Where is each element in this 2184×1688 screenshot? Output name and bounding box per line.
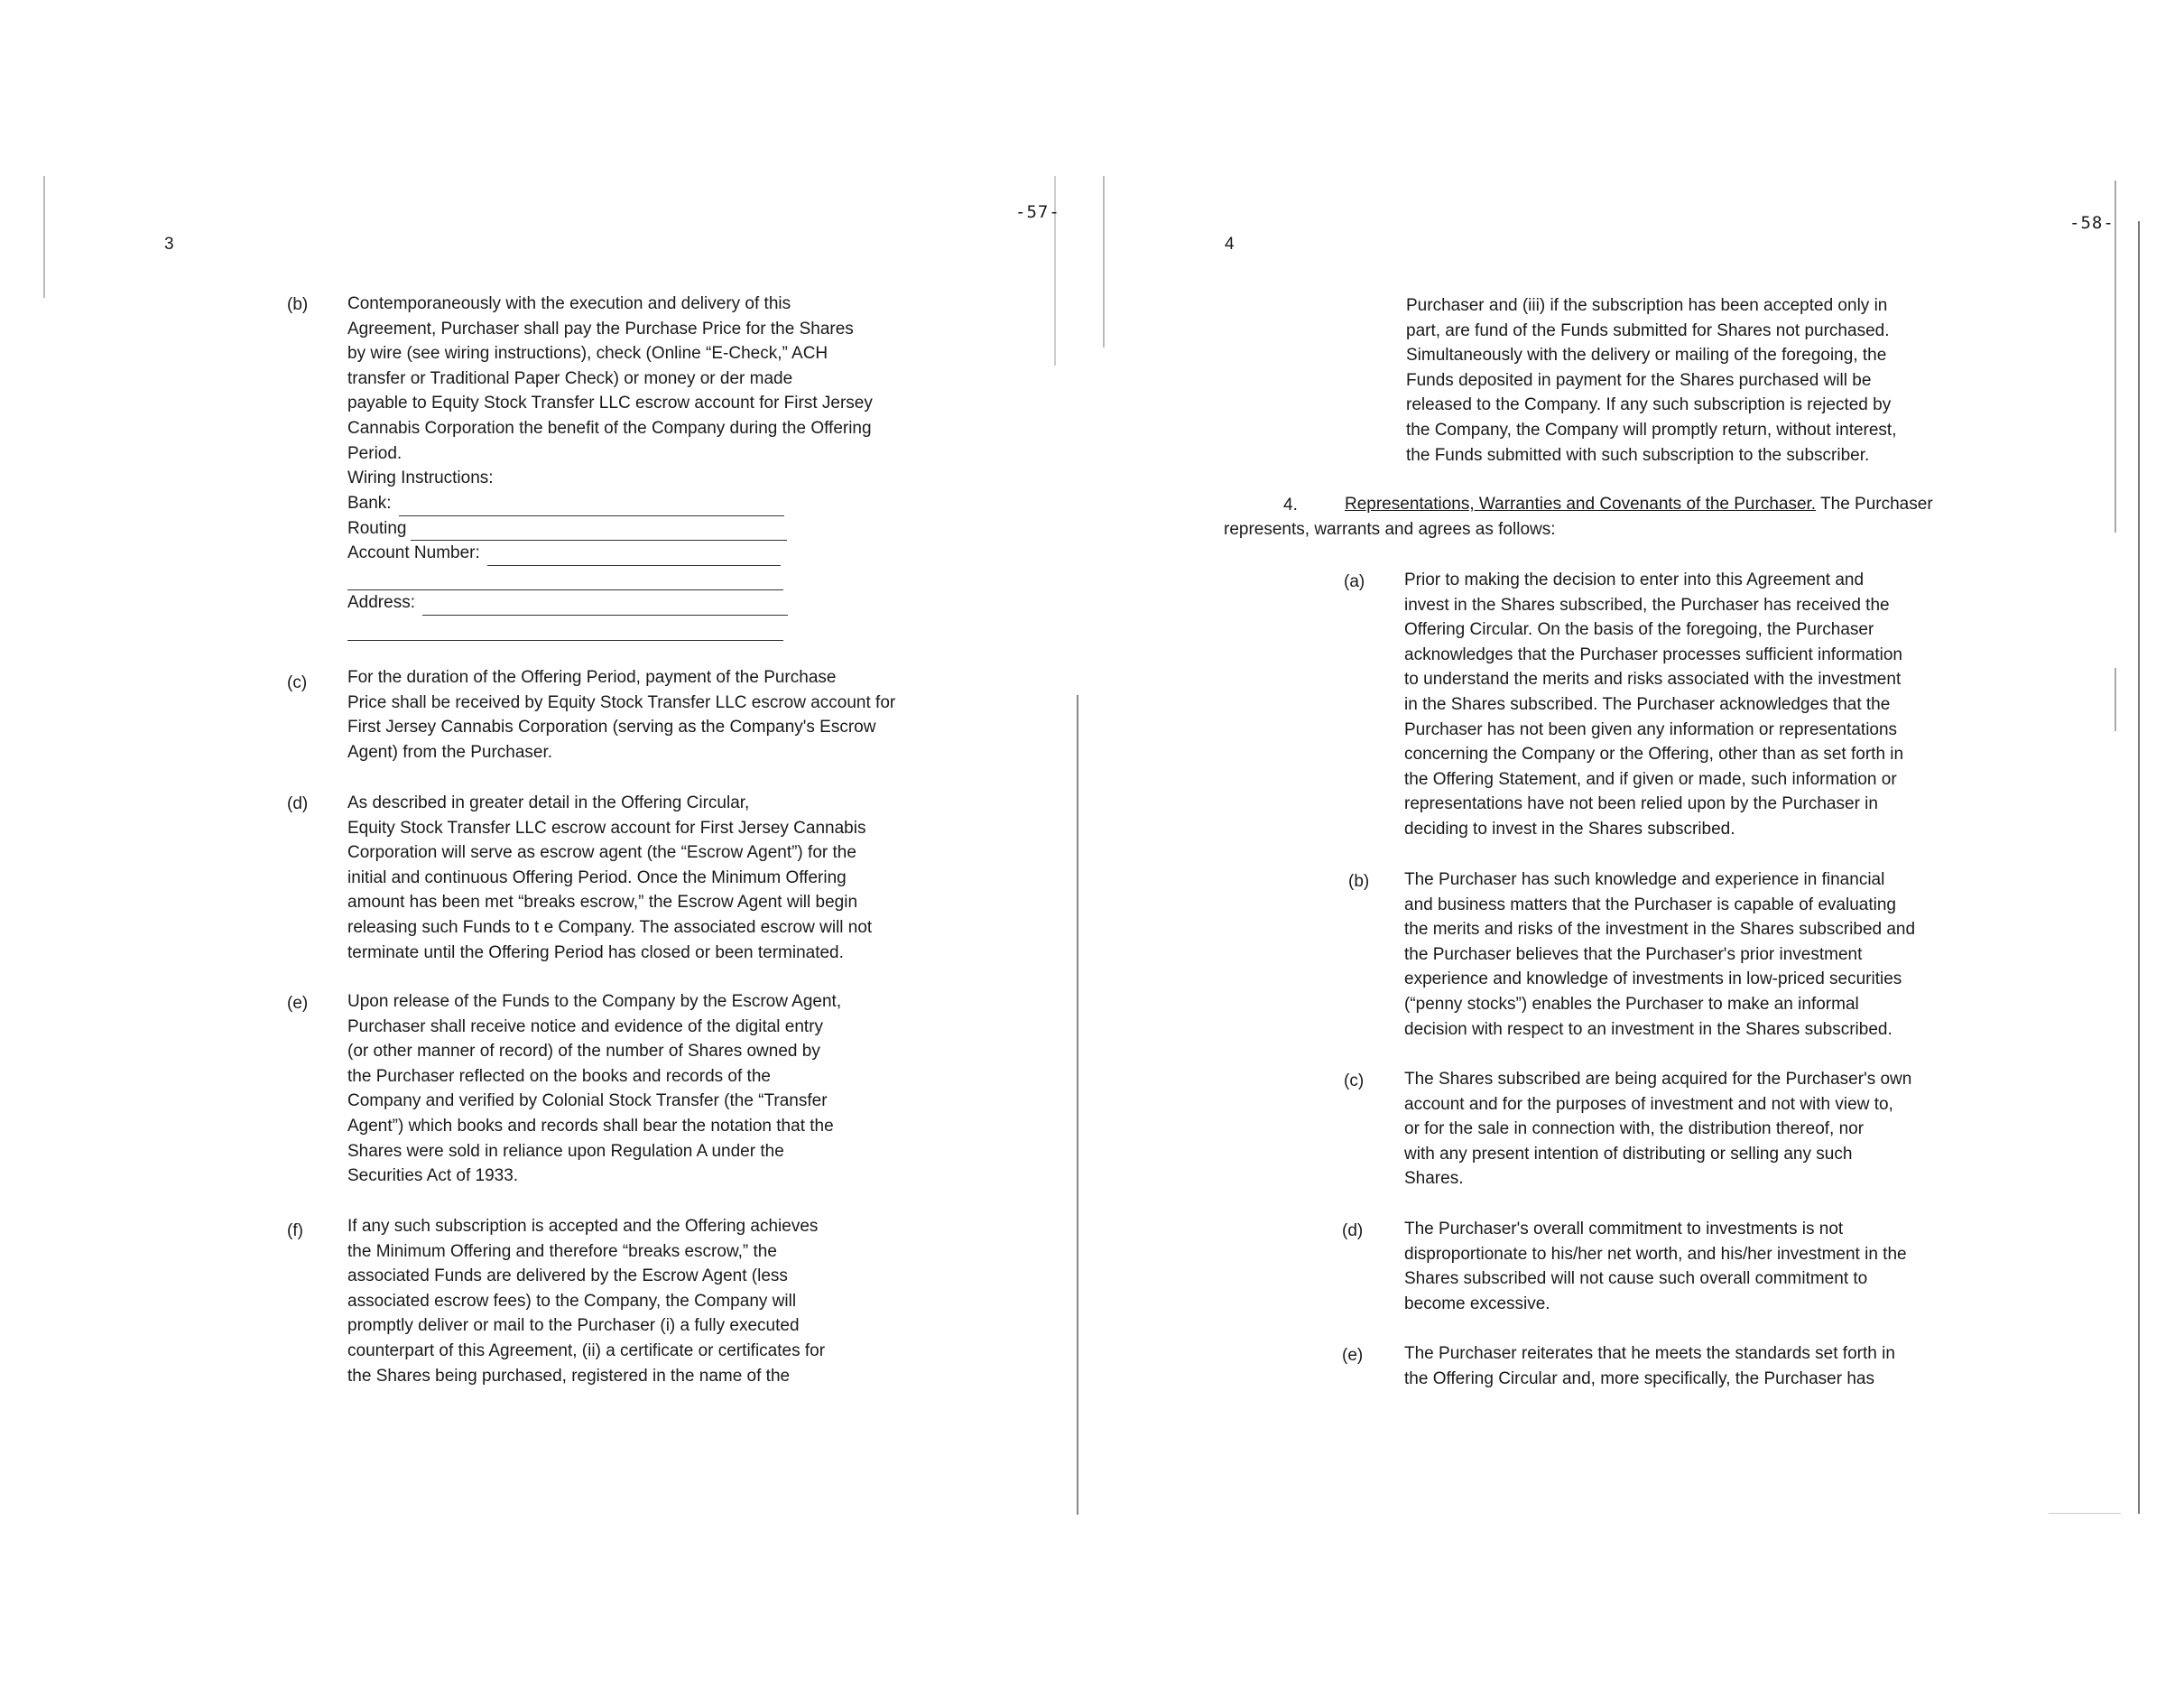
text-line: Company and verified by Colonial Stock Transfer (the “Transfer: [347, 1091, 828, 1111]
line-number: 3: [164, 235, 174, 254]
text-line: Shares subscribed will not cause such overall commitment to: [1404, 1269, 1868, 1289]
text-line: in the Shares subscribed. The Purchaser acknowledges that the: [1404, 694, 1891, 714]
text-line: Cannabis Corporation the benefit of the Company during the Offering: [347, 418, 872, 438]
text-line: Shares were sold in reliance upon Regulation A under the: [347, 1141, 784, 1161]
text-line: Upon release of the Funds to the Company by the Escrow Agent,: [347, 992, 842, 1011]
text-line: Securities Act of 1933.: [347, 1166, 519, 1186]
text-line: Simultaneously with the delivery or mailing of the foregoing, the: [1406, 346, 1887, 366]
routing-label: Routing: [347, 518, 407, 538]
account-number-field[interactable]: [347, 541, 788, 566]
text-line: Corporation will serve as escrow agent (the “Escrow Agent”) for the: [347, 843, 856, 863]
text-line: releasing such Funds to t e Company. The associated escrow will not: [347, 917, 873, 937]
text-line: payable to Equity Stock Transfer LLC escrow account for First Jersey: [347, 394, 873, 413]
text-line: terminate until the Offering Period has closed or been terminated.: [347, 942, 844, 962]
text-line: counterpart of this Agreement, (ii) a certificate or certificates for: [347, 1340, 826, 1360]
text-line: Agent) from the Purchaser.: [347, 742, 553, 762]
text-line: invest in the Shares subscribed, the Purchaser has received the: [1404, 595, 1890, 615]
bank-blank-line[interactable]: [399, 501, 784, 516]
text-line: the Funds submitted with such subscription to the subscriber.: [1406, 445, 1870, 465]
paragraph-4c: [1404, 1067, 1911, 1192]
text-line: Price shall be received by Equity Stock Transfer LLC escrow account for: [347, 692, 896, 712]
text-line: Equity Stock Transfer LLC escrow account for First Jersey Cannabis: [347, 818, 866, 838]
paragraph-4e: [1404, 1341, 1895, 1391]
page-edge-line: [2138, 221, 2140, 1514]
text-line: deciding to invest in the Shares subscribed.: [1404, 819, 1735, 839]
item-tag: (c): [1344, 1071, 1365, 1090]
text-line: First Jersey Cannabis Corporation (serving as the Company's Escrow: [347, 718, 876, 737]
text-line: initial and continuous Offering Period. Once the Minimum Offering: [347, 867, 847, 887]
text-line: represents, warrants and agrees as follows:: [1224, 520, 1556, 539]
text-line: to understand the merits and risks associated with the investment: [1404, 670, 1902, 690]
paragraph-4d: [1404, 1217, 1907, 1316]
text-line: experience and knowledge of investments in low-priced securities: [1404, 969, 1902, 989]
text-line: with any present intention of distributing or selling any such: [1404, 1144, 1853, 1164]
address-blank-line[interactable]: [422, 600, 788, 616]
page-divider-line: [1103, 176, 1105, 348]
page-edge-line: [43, 176, 45, 298]
paragraph-d: [347, 791, 872, 965]
text-line: For the duration of the Offering Period, payment of the Purchase: [347, 668, 837, 687]
line-number: 4: [1225, 235, 1235, 254]
paragraph-4b: [1404, 867, 1915, 1042]
item-tag: (a): [1344, 572, 1365, 591]
account-number-label: Account Number:: [347, 543, 480, 563]
text-line: representations have not been relied upon by the Purchaser in: [1404, 794, 1878, 814]
text-line: the Company, the Company will promptly return, without interest,: [1406, 420, 1897, 440]
text-line: acknowledges that the Purchaser processes sufficient information: [1404, 645, 1903, 664]
text-line: Contemporaneously with the execution and delivery of this: [347, 294, 791, 313]
item-tag: (b): [287, 295, 309, 314]
text-line: The Purchaser has such knowledge and experience in financial: [1404, 870, 1885, 889]
text-line: the Offering Circular and, more specifically, the Purchaser has: [1404, 1368, 1874, 1388]
paragraph-e: [347, 989, 841, 1189]
section-intro: The Purchaser: [1816, 495, 1933, 514]
account-number-extra-line[interactable]: [347, 566, 788, 591]
text-line: associated escrow fees) to the Company, the Company will: [347, 1291, 797, 1311]
text-line: the Offering Statement, and if given or made, such information or: [1404, 769, 1897, 789]
item-tag: (d): [1342, 1221, 1364, 1240]
text-line: transfer or Traditional Paper Check) or money or der made: [347, 368, 793, 388]
text-line: promptly deliver or mail to the Purchaser (i) a fully executed: [347, 1316, 800, 1336]
text-line: the Purchaser believes that the Purchaser's prior investment: [1404, 944, 1863, 964]
text-line: The Purchaser reiterates that he meets the standards set forth in: [1404, 1344, 1895, 1363]
address-field[interactable]: [347, 590, 788, 616]
text-line: Wiring Instructions:: [347, 468, 494, 488]
section-heading-text: [1345, 492, 1933, 517]
text-line: by wire (see wiring instructions), check (Online “E-Check,” ACH: [347, 344, 828, 364]
bank-label: Bank:: [347, 494, 392, 513]
paragraph-b: [347, 292, 873, 491]
text-line: Agent”) which books and records shall bear the notation that the: [347, 1116, 834, 1136]
page-edge-line: [2115, 668, 2116, 731]
text-line: the merits and risks of the investment in the Shares subscribed and: [1404, 920, 1916, 940]
blank-line[interactable]: [347, 575, 783, 590]
text-line: and business matters that the Purchaser is capable of evaluating: [1404, 895, 1896, 914]
text-line: Purchaser has not been given any information or representations: [1404, 719, 1898, 739]
text-line: become excessive.: [1404, 1294, 1550, 1313]
text-line: Offering Circular. On the basis of the foregoing, the Purchaser: [1404, 620, 1874, 640]
item-tag: (e): [287, 994, 309, 1013]
item-tag: (e): [1342, 1346, 1364, 1365]
text-line: The Shares subscribed are being acquired for the Purchaser's own: [1404, 1070, 1912, 1089]
bank-field[interactable]: [347, 491, 788, 516]
text-line: Shares.: [1404, 1169, 1464, 1189]
continuation-paragraph: [1406, 293, 1897, 468]
address-label: Address:: [347, 593, 415, 613]
text-line: the Purchaser reflected on the books and records of the: [347, 1066, 771, 1086]
section-number: 4.: [1283, 496, 1298, 515]
paragraph-c: [347, 665, 895, 765]
text-line: If any such subscription is accepted and the Offering achieves: [347, 1217, 819, 1236]
page-edge-line: [2115, 181, 2116, 533]
section-intro-line: [1224, 517, 1556, 543]
text-line: Agreement, Purchaser shall pay the Purchase Price for the Shares: [347, 319, 854, 339]
text-line: The Purchaser's overall commitment to investments is not: [1404, 1220, 1844, 1238]
text-line: Prior to making the decision to enter into this Agreement and: [1404, 570, 1865, 589]
text-line: or for the sale in connection with, the distribution thereof, nor: [1404, 1119, 1865, 1139]
text-line: part, are fund of the Funds submitted for Shares not purchased.: [1406, 320, 1890, 340]
text-line: associated Funds are delivered by the Escrow Agent (less: [347, 1266, 788, 1286]
text-line: (“penny stocks”) enables the Purchaser to make an informal: [1404, 994, 1859, 1014]
text-line: account and for the purposes of investment and not with view to,: [1404, 1094, 1893, 1114]
blank-line[interactable]: [347, 626, 783, 641]
text-line: the Minimum Offering and therefore “breaks escrow,” the: [347, 1241, 777, 1261]
item-tag: (b): [1348, 872, 1370, 891]
text-line: Period.: [347, 443, 403, 463]
paragraph-f: [347, 1214, 825, 1388]
paragraph-4a: [1404, 568, 1903, 842]
text-line: released to the Company. If any such subscription is rejected by: [1406, 395, 1892, 415]
account-number-blank-line[interactable]: [487, 551, 781, 566]
item-tag: (f): [287, 1221, 303, 1240]
text-line: (or other manner of record) of the number of Shares owned by: [347, 1042, 820, 1062]
page-divider-line: [1077, 695, 1078, 1515]
text-line: amount has been met “breaks escrow,” the Escrow Agent will begin: [347, 893, 858, 913]
page-number: -58-: [2069, 213, 2115, 233]
wiring-fields: [347, 491, 788, 641]
text-line: Funds deposited in payment for the Shares purchased will be: [1406, 370, 1872, 390]
routing-blank-line[interactable]: [411, 525, 787, 541]
item-tag: (c): [287, 673, 308, 692]
text-line: decision with respect to an investment in the Shares subscribed.: [1404, 1019, 1892, 1039]
text-line: concerning the Company or the Offering, other than as set forth in: [1404, 745, 1904, 765]
routing-field[interactable]: [347, 516, 788, 542]
section-heading-line: [1345, 492, 1933, 517]
text-line: Purchaser and (iii) if the subscription has been accepted only in: [1406, 296, 1888, 315]
item-tag: (d): [287, 794, 309, 813]
address-extra-line[interactable]: [347, 616, 788, 641]
section-heading: Representations, Warranties and Covenants of the Purchaser.: [1345, 495, 1817, 514]
text-line: disproportionate to his/her net worth, and his/her investment in the: [1404, 1244, 1907, 1264]
text-line: the Shares being purchased, registered in the name of the: [347, 1366, 791, 1386]
page-bottom-line: [2049, 1513, 2121, 1514]
text-line: As described in greater detail in the Offering Circular,: [347, 793, 750, 812]
page-number: -57-: [1015, 202, 1060, 222]
text-line: Purchaser shall receive notice and evidence of the digital entry: [347, 1016, 824, 1036]
